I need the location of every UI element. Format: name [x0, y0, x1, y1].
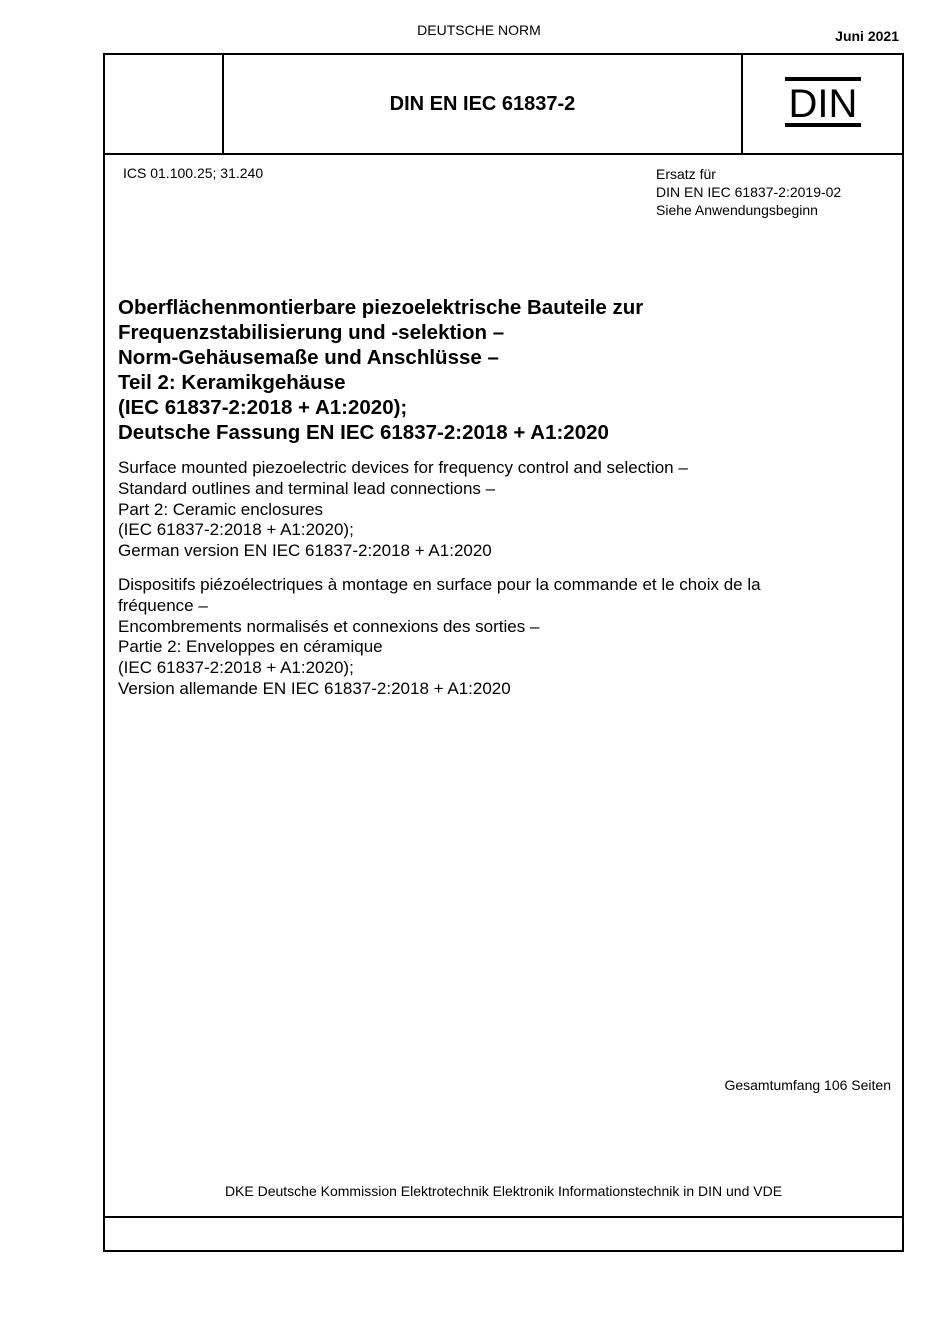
- replacement-line: Ersatz für: [656, 166, 716, 182]
- replacement-line: DIN EN IEC 61837-2:2019-02: [656, 184, 842, 200]
- title-french: [118, 575, 888, 700]
- title-english-line: (IEC 61837-2:2018 + A1:2020);: [118, 520, 354, 540]
- title-german-line: Teil 2: Keramikgehäuse: [118, 371, 346, 394]
- title-french-line: fréquence –: [118, 595, 208, 615]
- header-cell-empty: [105, 55, 224, 153]
- title-german-line: (IEC 61837-2:2018 + A1:2020);: [118, 396, 408, 419]
- title-english-line: German version EN IEC 61837-2:2018 + A1:2020: [118, 541, 492, 561]
- din-logo-icon: [785, 77, 861, 127]
- title-german: [118, 295, 888, 445]
- title-french-line: Encombrements normalisés et connexions des sorties –: [118, 616, 540, 636]
- din-logo-text: DIN: [788, 82, 858, 126]
- publisher-line: DKE Deutsche Kommission Elektrotechnik Elektronik Informationstechnik in DIN und VDE: [224, 1183, 783, 1199]
- title-german-line: Frequenzstabilisierung und -selektion –: [118, 321, 505, 344]
- total-pages: Gesamtumfang 106 Seiten: [724, 1077, 891, 1093]
- title-german-line: Oberflächenmontierbare piezoelektrische Bauteile zur: [118, 296, 644, 319]
- document-number: DIN EN IEC 61837-2: [389, 92, 576, 115]
- title-french-line: (IEC 61837-2:2018 + A1:2020);: [118, 658, 354, 678]
- publication-date: Juni 2021: [835, 28, 899, 44]
- document-type-label: DEUTSCHE NORM: [417, 22, 541, 38]
- ics-classification: ICS 01.100.25; 31.240: [123, 165, 264, 181]
- title-english-line: Surface mounted piezoelectric devices for frequency control and selection –: [118, 458, 688, 477]
- header-cell-logo: [743, 55, 902, 153]
- title-french-line: Version allemande EN IEC 61837-2:2018 + A1:2020: [118, 678, 511, 698]
- title-english: [118, 458, 888, 562]
- title-german-line: Norm-Gehäusemaße und Anschlüsse –: [118, 346, 499, 369]
- title-page-frame: [103, 53, 904, 1252]
- replacement-line: Siehe Anwendungsbeginn: [656, 202, 818, 218]
- title-english-line: Part 2: Ceramic enclosures: [118, 499, 324, 519]
- footer-divider: [105, 1216, 902, 1218]
- title-german-line: Deutsche Fassung EN IEC 61837-2:2018 + A1:2020: [118, 421, 609, 444]
- replacement-note: [656, 165, 841, 219]
- header-cell-number: [224, 55, 743, 153]
- title-english-line: Standard outlines and terminal lead connections –: [118, 478, 496, 498]
- title-french-line: Dispositifs piézoélectriques à montage en surface pour la commande et le choix de la: [118, 575, 761, 594]
- header-row: [105, 55, 902, 155]
- title-french-line: Partie 2: Enveloppes en céramique: [118, 637, 383, 657]
